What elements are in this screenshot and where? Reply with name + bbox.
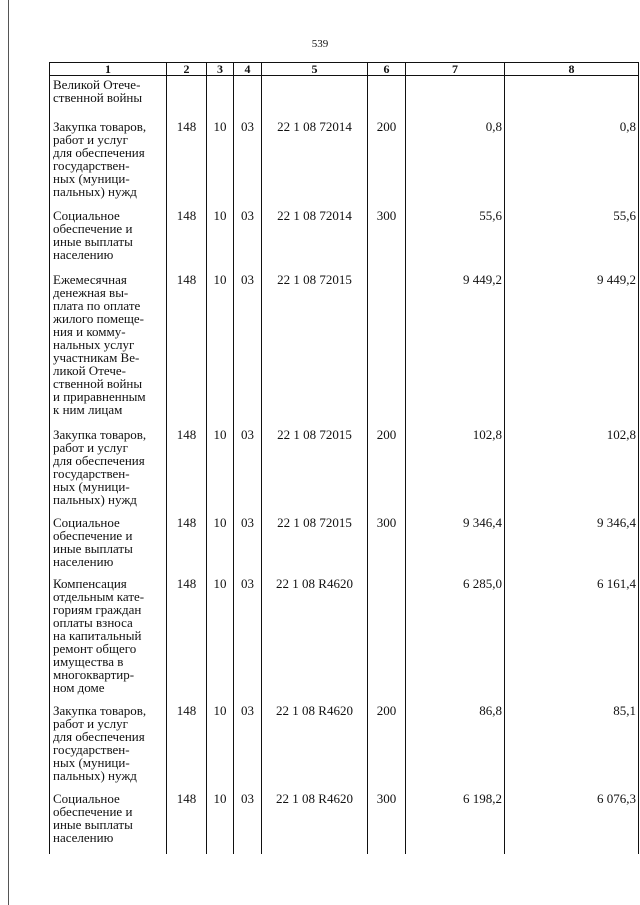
- amount-col7-cell: 6 198,2: [406, 790, 505, 854]
- table-row: [50, 790, 639, 854]
- header-col-6: 6: [368, 63, 406, 76]
- target-article-cell: 22 1 08 72015: [262, 271, 368, 426]
- target-article-cell: 22 1 08 R4620: [262, 575, 368, 702]
- admin-code-cell: 148: [167, 702, 207, 790]
- target-article-cell: 22 1 08 72014: [262, 118, 368, 207]
- amount-col7-cell: [406, 76, 505, 118]
- row-name-cell: [50, 118, 167, 207]
- expense-type-cell: 300: [368, 790, 406, 854]
- amount-col8-cell: 85,1: [505, 702, 639, 790]
- amount-col7-cell: 9 449,2: [406, 271, 505, 426]
- section-cell: [207, 76, 234, 118]
- row-name-cell: [50, 702, 167, 790]
- expense-type-cell: 300: [368, 207, 406, 271]
- page-number: 539: [311, 38, 329, 50]
- admin-code-cell: 148: [167, 514, 207, 575]
- admin-code-cell: [167, 76, 207, 118]
- subsection-cell: 03: [234, 426, 262, 514]
- admin-code-cell: 148: [167, 790, 207, 854]
- scan-margin-line: [8, 0, 9, 905]
- header-col-8: 8: [505, 63, 639, 76]
- table-row: [50, 702, 639, 790]
- section-cell: 10: [207, 514, 234, 575]
- section-cell: 10: [207, 207, 234, 271]
- table-row: [50, 575, 639, 702]
- amount-col8-cell: 9 346,4: [505, 514, 639, 575]
- row-name-cell: [50, 207, 167, 271]
- row-name: Социальное обеспечение и иные выплаты населению: [53, 790, 133, 845]
- target-article-cell: 22 1 08 R4620: [262, 702, 368, 790]
- expense-type-cell: [368, 271, 406, 426]
- row-name: Великой Отече- ственной войны: [53, 77, 143, 105]
- expense-type-cell: [368, 575, 406, 702]
- table-body: [50, 76, 639, 854]
- row-name-cell: [50, 514, 167, 575]
- target-article-cell: 22 1 08 72015: [262, 426, 368, 514]
- row-name-cell: [50, 271, 167, 426]
- section-cell: 10: [207, 702, 234, 790]
- amount-col7-cell: 6 285,0: [406, 575, 505, 702]
- section-cell: 10: [207, 118, 234, 207]
- target-article-cell: 22 1 08 72015: [262, 514, 368, 575]
- header-col-4: 4: [234, 63, 262, 76]
- table-row: [50, 76, 639, 118]
- header-col-5: 5: [262, 63, 368, 76]
- row-name: Социальное обеспечение и иные выплаты населению: [53, 207, 133, 262]
- amount-col8-cell: 102,8: [505, 426, 639, 514]
- header-col-2: 2: [167, 63, 207, 76]
- subsection-cell: 03: [234, 575, 262, 702]
- budget-table: [49, 62, 639, 854]
- subsection-cell: 03: [234, 790, 262, 854]
- target-article-cell: [262, 76, 368, 118]
- table-row: [50, 207, 639, 271]
- table-row: [50, 118, 639, 207]
- subsection-cell: 03: [234, 118, 262, 207]
- target-article-cell: 22 1 08 R4620: [262, 790, 368, 854]
- row-name: Закупка товаров, работ и услуг для обеспечения государствен- ных (муници- пальных) нужд: [53, 702, 147, 783]
- amount-col8-cell: [505, 76, 639, 118]
- header-col-3: 3: [207, 63, 234, 76]
- section-cell: 10: [207, 426, 234, 514]
- header-row: [50, 63, 639, 76]
- admin-code-cell: 148: [167, 575, 207, 702]
- row-name: Социальное обеспечение и иные выплаты населению: [53, 514, 133, 569]
- amount-col7-cell: 86,8: [406, 702, 505, 790]
- row-name-cell: [50, 426, 167, 514]
- amount-col7-cell: 55,6: [406, 207, 505, 271]
- subsection-cell: 03: [234, 702, 262, 790]
- target-article-cell: 22 1 08 72014: [262, 207, 368, 271]
- subsection-cell: 03: [234, 514, 262, 575]
- expense-type-cell: 200: [368, 118, 406, 207]
- amount-col8-cell: 6 161,4: [505, 575, 639, 702]
- row-name-cell: [50, 76, 167, 118]
- section-cell: 10: [207, 271, 234, 426]
- row-name: Закупка товаров, работ и услуг для обеспечения государствен- ных (муници- пальных) нужд: [53, 118, 147, 199]
- subsection-cell: [234, 76, 262, 118]
- amount-col8-cell: 6 076,3: [505, 790, 639, 854]
- table-row: [50, 271, 639, 426]
- section-cell: 10: [207, 790, 234, 854]
- row-name: Компенсация отдельным кате- гориям граждан оплаты взноса на капитальный ремонт общего имущества в многоквартир- ном доме: [53, 575, 145, 695]
- expense-type-cell: 200: [368, 426, 406, 514]
- admin-code-cell: 148: [167, 426, 207, 514]
- admin-code-cell: 148: [167, 118, 207, 207]
- header-col-7: 7: [406, 63, 505, 76]
- amount-col8-cell: 9 449,2: [505, 271, 639, 426]
- row-name: Ежемесячная денежная вы- плата по оплате жилого помеще- ния и комму- нальных услуг участникам Ве- ликой Отече- ственной войны и приравненным к ним лицам: [53, 271, 146, 417]
- section-cell: 10: [207, 575, 234, 702]
- amount-col7-cell: 102,8: [406, 426, 505, 514]
- expense-type-cell: 200: [368, 702, 406, 790]
- amount-col7-cell: 0,8: [406, 118, 505, 207]
- expense-type-cell: [368, 76, 406, 118]
- amount-col7-cell: 9 346,4: [406, 514, 505, 575]
- expense-type-cell: 300: [368, 514, 406, 575]
- subsection-cell: 03: [234, 207, 262, 271]
- amount-col8-cell: 0,8: [505, 118, 639, 207]
- admin-code-cell: 148: [167, 271, 207, 426]
- row-name: Закупка товаров, работ и услуг для обеспечения государствен- ных (муници- пальных) нужд: [53, 426, 147, 507]
- subsection-cell: 03: [234, 271, 262, 426]
- row-name-cell: [50, 575, 167, 702]
- amount-col8-cell: 55,6: [505, 207, 639, 271]
- table-row: [50, 514, 639, 575]
- table-row: [50, 426, 639, 514]
- header-col-1: 1: [50, 63, 167, 76]
- row-name-cell: [50, 790, 167, 854]
- admin-code-cell: 148: [167, 207, 207, 271]
